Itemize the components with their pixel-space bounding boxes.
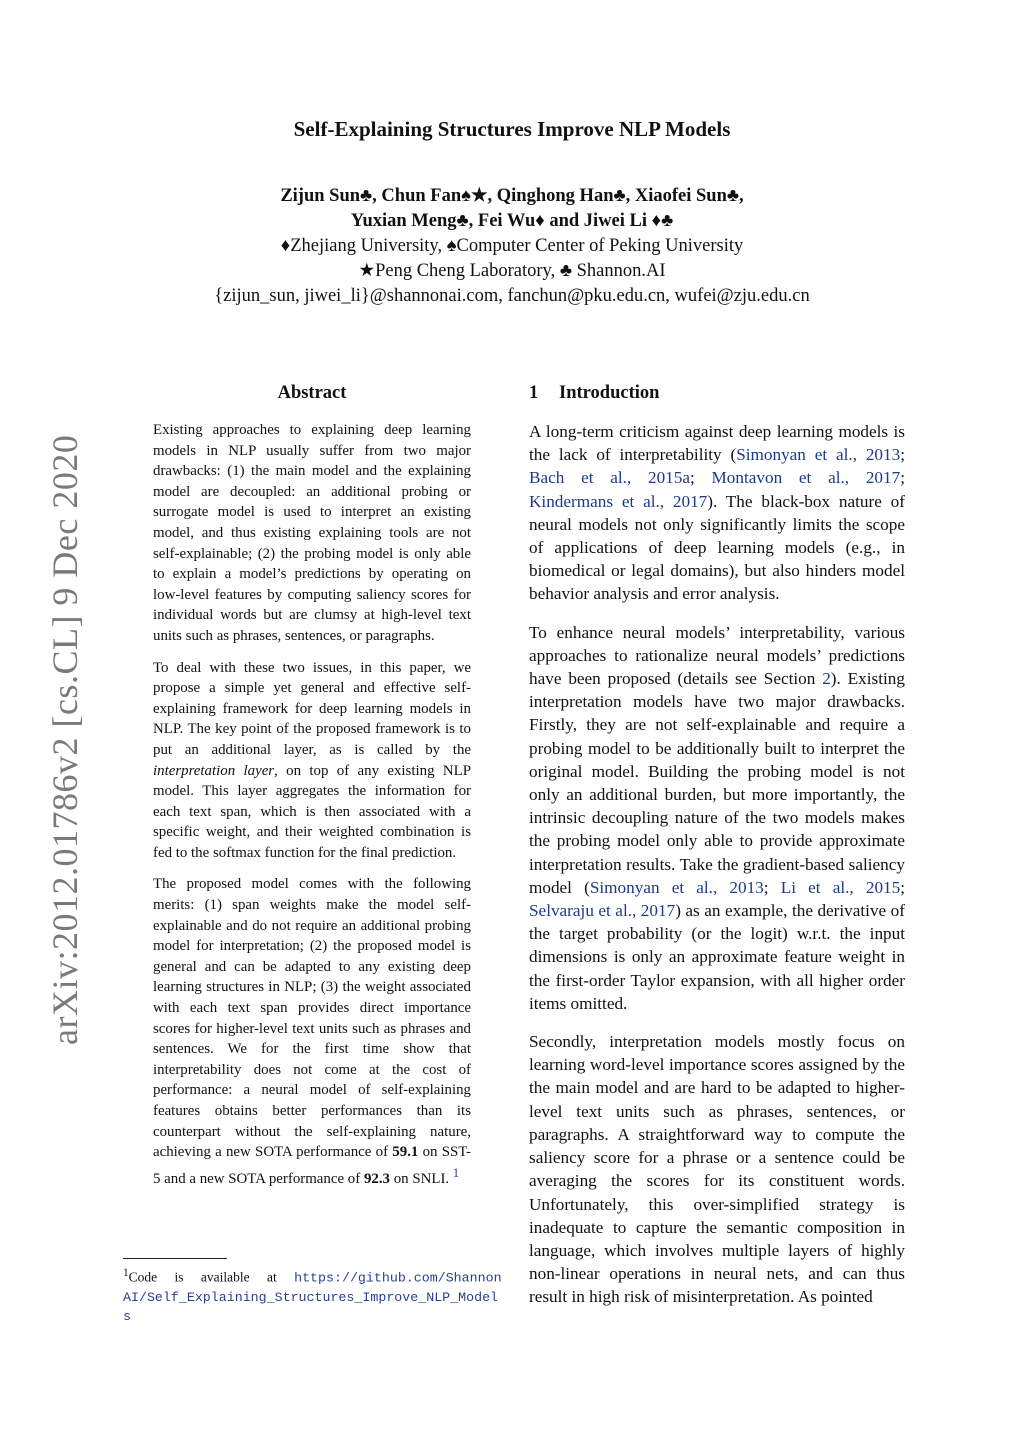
snli-score: 92.3 bbox=[363, 1170, 390, 1187]
author-emails: {zijun_sun, jiwei_li}@shannonai.com, fanchun@pku.edu.cn, wufei@zju.edu.cn bbox=[214, 286, 810, 306]
affiliation-line-1: ♦Zhejiang University, ♠Computer Center of Peking University bbox=[280, 236, 744, 256]
author-block bbox=[0, 184, 1024, 309]
intro-p1-text-a: A long-term criticism against deep learning models is the lack of interpretability ( bbox=[529, 422, 905, 465]
citation-kindermans-2017[interactable]: Kindermans et al., 2017 bbox=[529, 491, 708, 511]
citation-selvaraju-2017[interactable]: Selvaraju et al., 2017 bbox=[529, 901, 676, 921]
author-names-line-1: Zijun Sun♣, Chun Fan♠★, Qinghong Han♣, Xiaofei Sun♣, bbox=[280, 186, 744, 206]
abstract-p2-text-a: To deal with these two issues, in this paper, we propose a simple yet general and effective self-explaining framework for deep learning models in NLP. The key point of the proposed framework is to put an additional layer, as is called by the bbox=[153, 659, 471, 758]
left-column bbox=[153, 383, 471, 1200]
right-column bbox=[529, 383, 905, 1324]
abstract-p2-emphasis: interpretation layer bbox=[153, 762, 275, 779]
citation-separator: ; bbox=[900, 445, 905, 465]
section-heading-introduction bbox=[529, 383, 905, 404]
abstract-paragraph-2 bbox=[153, 658, 471, 864]
intro-p2-text-b: ). Existing interpretation models have two major drawbacks. Firstly, they are not self-explainable and require a probing model to be additionally built to interpret the original model. Building the probing model is not only an additional burden, but more importantly, the intrinsic decoupling nature of the two models makes the probing model only able to provide approximate interpretation results. Take the gradient-based saliency model ( bbox=[529, 669, 905, 897]
intro-p1-text-b: ). The black-box nature of neural models not only significantly limits the scope of applications of deep learning models (e.g., in biomedical or legal domains), but also hinders model behavior analysis and error analysis. bbox=[529, 491, 905, 604]
section-number: 1 bbox=[529, 383, 539, 403]
author-names-line-2: Yuxian Meng♣, Fei Wu♦ and Jiwei Li ♦♣ bbox=[350, 211, 674, 231]
citation-montavon-2017[interactable]: Montavon et al., 2017 bbox=[711, 468, 901, 488]
citation-separator: ; bbox=[900, 877, 906, 897]
intro-p2-text-c: ) as an example, the derivative of the target probability (or the logit) w.r.t. the input dimensions is only an approximate feature weight in the first-order Taylor expansion, with all higher order items omitted. bbox=[529, 901, 905, 1013]
abstract-heading: Abstract bbox=[277, 383, 347, 403]
footnote-mark: 1 bbox=[123, 1267, 129, 1279]
abstract-paragraph-3 bbox=[153, 874, 471, 1189]
abstract-paragraph-1: Existing approaches to explaining deep learning models in NLP usually suffer from two major drawbacks: (1) the main model and the explaining model are decoupled: an additional probing or surrogate model is used to interpret an existing model, and thus existing explaining tools are not self-explainable; (2) the probing model is only able to explain a model’s predictions by operating on low-level features by computing saliency scores for individual words but are clumsy at high-level text units such as phrases, sentences, or paragraphs. bbox=[153, 422, 471, 644]
citation-separator: ; bbox=[689, 468, 712, 488]
footnote-text: Code is available at bbox=[128, 1269, 295, 1285]
sst5-score: 59.1 bbox=[392, 1144, 419, 1161]
citation-bach-2015a[interactable]: Bach et al., 2015a bbox=[529, 468, 690, 488]
abstract-p3-text-a: The proposed model comes with the following merits: (1) span weights make the model self-explainable and do not require an additional probing model for interpretation; (2) the proposed model is general and can be adapted to any existing deep learning structures in NLP; (3) the weight associated with each text span provides direct importance scores for higher-level text units such as phrases and sentences. We for the first time show that interpretability does not come at the cost of performance: a neural model of self-explaining features obtains better performances than its counterpart without the self-explaining nature, achieving a new SOTA performance of bbox=[153, 876, 471, 1161]
citation-separator: ; bbox=[763, 877, 781, 897]
intro-paragraph-2 bbox=[529, 621, 905, 1015]
citation-li-2015[interactable]: Li et al., 2015 bbox=[780, 877, 901, 897]
arxiv-identifier: arXiv:2012.01786v2 [cs.CL] 9 Dec 2020 bbox=[45, 434, 85, 1045]
intro-p2-text-a: To enhance neural models’ interpretability, various approaches to rationalize neural models’ predictions have been proposed (details see Section bbox=[529, 622, 905, 689]
footnote-divider bbox=[123, 1258, 227, 1259]
section-2-link[interactable]: 2 bbox=[822, 669, 831, 689]
abstract-p3-text-b: on SST-5 and a new SOTA performance of bbox=[153, 1144, 471, 1187]
citation-simonyan-2013-b[interactable]: Simonyan et al., 2013 bbox=[589, 877, 764, 897]
abstract-p3-text-c: on SNLI. bbox=[390, 1170, 453, 1187]
affiliation-line-2: ★Peng Cheng Laboratory, ♣ Shannon.AI bbox=[358, 261, 666, 281]
footnote-ref[interactable]: 1 bbox=[452, 1165, 460, 1180]
section-title: Introduction bbox=[559, 383, 660, 403]
citation-simonyan-2013[interactable]: Simonyan et al., 2013 bbox=[736, 445, 901, 465]
abstract-p2-text-b: , on top of any existing NLP model. This layer aggregates the information for each text span, which is then associated with a specific weight, and their weighted combination is fed to the softmax function for the final prediction. bbox=[153, 762, 471, 861]
intro-paragraph-3: Secondly, interpretation models mostly focus on learning word-level importance scores assigned by the the main model and are hard to be adapted to higher-level text units such as phrases, sentences, or paragraphs. A straightforward way to compute the saliency score for a phrase or a sentence could be averaging the scores for its constituent words. Unfortunately, this over-simplified strategy is inadequate to capture the semantic composition in language, which involves multiple layers of highly non-linear operations in neural nets, and can thus result in high risk of misinterpretation. As pointed bbox=[529, 1032, 905, 1307]
citation-separator: ; bbox=[900, 468, 905, 488]
paper-title: Self-Explaining Structures Improve NLP Models bbox=[293, 117, 731, 141]
footnote bbox=[123, 1264, 503, 1326]
intro-paragraph-1 bbox=[529, 420, 905, 606]
code-repository-link[interactable]: https://github.com/ShannonAI/Self_Explaining_Structures_Improve_NLP_Models bbox=[123, 1270, 502, 1324]
